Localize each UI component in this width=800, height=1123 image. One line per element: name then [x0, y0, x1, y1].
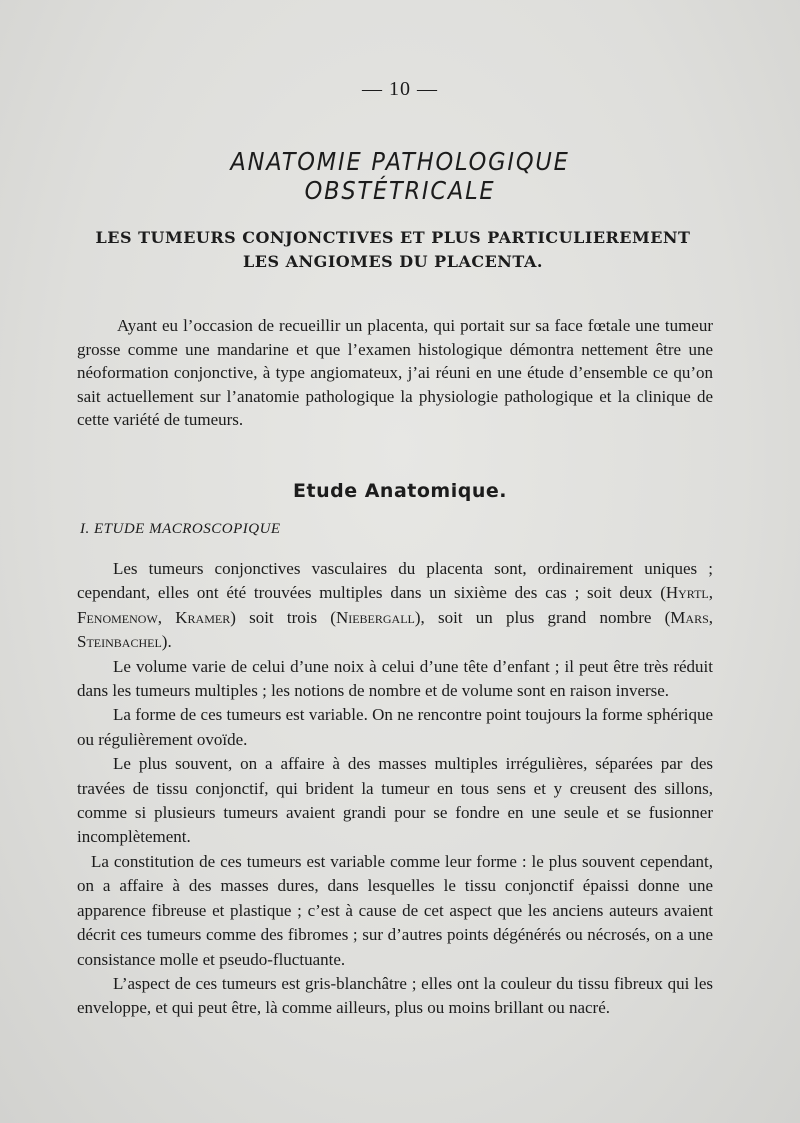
paragraph-4: Le plus souvent, on a affaire à des masses multiples irrégulières, séparées par des travées de tissu conjonctif, qui brident la tumeur en tous sens et y creusent des sillons, comme si plusieurs tumeurs avaient grandi pour se fondre en une seule et se fusionner incomplètement. — [77, 754, 713, 847]
intro-paragraph — [77, 314, 713, 432]
section-title — [88, 226, 698, 274]
intro-text: Ayant eu l’occasion de recueillir un placenta, qui portait sur sa face fœtale une tumeur grosse comme une mandarine et que l’examen histologique démontra nettement être une néoformation conjonctive, à type angiomateux, j’ai réuni en une étude d’ensemble ce qu’on sait actuellement sur l’anatomie pathologique la physiologie pathologique et la clinique de cette variété de tumeurs. — [77, 316, 713, 430]
author-name: Mars — [670, 607, 709, 627]
subheading: Etude Anatomique. — [293, 480, 507, 502]
paragraph-1 — [77, 557, 713, 655]
author-name: Hyrtl — [665, 583, 709, 603]
paragraph-5: La constitution de ces tumeurs est variable comme leur forme : le plus souvent cependant, on a affaire à des masses dures, dans lesquelles le tissu conjonctif épaissi donne une apparence fibreuse et plastique ; c’est à cause de cet aspect que les anciens auteurs avaient décrit ces tumeurs comme des fibromes ; sur d’autres points dégénérés ou nécrosés, on a une consistance molle et pseudo-fluctuante. — [77, 851, 713, 969]
body-text — [77, 557, 713, 1021]
page-number: — 10 — — [362, 78, 438, 100]
separator: , — [157, 607, 176, 627]
subsection-title: I. ETUDE MACROSCOPIQUE — [80, 521, 281, 537]
separator: , — [708, 607, 714, 627]
author-name: Kramer — [175, 607, 231, 627]
para1-text-a: Les tumeurs conjonctives vasculaires du placenta sont, ordinairement uniques ; cependant, elles ont été trouvées multiples dans un sixième des cas ; soit deux ( — [77, 559, 713, 603]
section-title-line-1: LES TUMEURS CONJONCTIVES ET PLUS PARTICULIEREMENT — [95, 228, 691, 247]
paragraph-6: L’aspect de ces tumeurs est gris-blanchâtre ; elles ont la couleur du tissu fibreux qui les enveloppe, et qui peut être, là comme ailleurs, plus ou moins brillant ou nacré. — [77, 973, 713, 1018]
paragraph-2: Le volume varie de celui d’une noix à celui d’une tête d’enfant ; il peut être très réduit dans les tumeurs multiples ; les notions de nombre et de volume sont en raison inverse. — [77, 656, 713, 701]
para1-text-b: ) soit trois ( — [230, 607, 336, 627]
separator: , — [708, 583, 713, 603]
author-name: Steinbachel — [77, 632, 162, 652]
main-title: ANATOMIE PATHOLOGIQUE OBSTÉTRICALE — [230, 147, 570, 205]
para1-text-c: ), soit un plus grand nombre ( — [414, 607, 671, 627]
author-name: Fenomenow — [77, 607, 158, 627]
section-title-line-2: LES ANGIOMES DU PLACENTA. — [243, 252, 543, 271]
author-name: Niebergall — [335, 607, 415, 627]
para1-text-d: ). — [161, 632, 172, 652]
paragraph-3: La forme de ces tumeurs est variable. On ne rencontre point toujours la forme sphérique ou régulièrement ovoïde. — [77, 705, 713, 749]
